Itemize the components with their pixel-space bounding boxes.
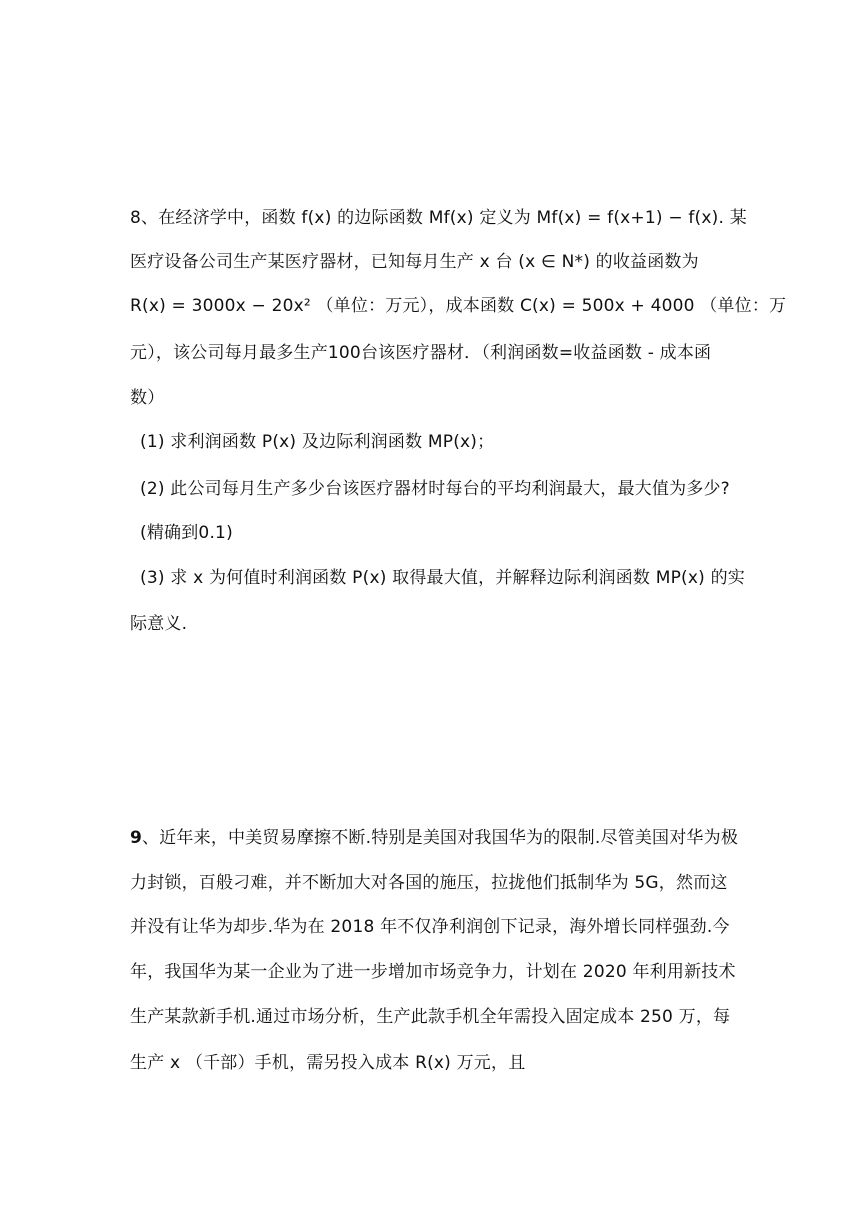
problem-8-line-5: 数） [130,388,165,408]
problem-9-line-6: 生产 x （千部）手机，需另投入成本 R(x) 万元，且 [130,1053,526,1073]
problem-8-line-1: 8、在经济学中，函数 f(x) 的边际函数 Mf(x) 定义为 Mf(x) = f(x+1) − f(x). 某 [130,208,747,228]
problem-9-line-4: 年，我国华为某一企业为了进一步增加市场竞争力，计划在 2020 年利用新技术 [130,962,736,982]
problem-8-line-4: 元），该公司每月最多生产100台该医疗器材．（利润函数=收益函数 - 成本函 [130,343,712,363]
problem-8-question-1: (1) 求利润函数 P(x) 及边际利润函数 MP(x)； [140,432,495,452]
problem-8-question-3-line-1: (3) 求 x 为何值时利润函数 P(x) 取得最大值，并解释边际利润函数 MP(x) 的实 [140,568,745,588]
problem-9-line-3: 并没有让华为却步.华为在 2018 年不仅净利润创下记录，海外增长同样强劲.今 [130,917,730,937]
problem-8-question-2-line-1: (2) 此公司每月生产多少台该医疗器材时每台的平均利润最大，最大值为多少? [140,479,730,499]
problem-9-line-1 [130,825,740,851]
problem-8-question-3-line-2: 际意义. [130,614,188,634]
problem-9-line-5: 生产某款新手机.通过市场分析，生产此款手机全年需投入固定成本 250 万，每 [130,1007,731,1027]
problem-9-line-2: 力封锁，百般刁难，并不断加大对各国的施压，拉拢他们抵制华为 5G，然而这 [130,873,728,893]
problem-9-number: 9 [130,828,143,848]
problem-8-question-2-line-2: (精确到0.1) [140,523,233,543]
problem-9-line-1-text: 、近年来，中美贸易摩擦不断.特别是美国对我国华为的限制.尽管美国对华为极 [142,828,739,848]
problem-8-line-2: 医疗设备公司生产某医疗器材，已知每月生产 x 台 (x ∈ N*) 的收益函数为 [130,252,699,272]
problem-8-line-3: R(x) = 3000x − 20x² （单位：万元），成本函数 C(x) = 500x + 4000 （单位：万 [130,296,787,316]
